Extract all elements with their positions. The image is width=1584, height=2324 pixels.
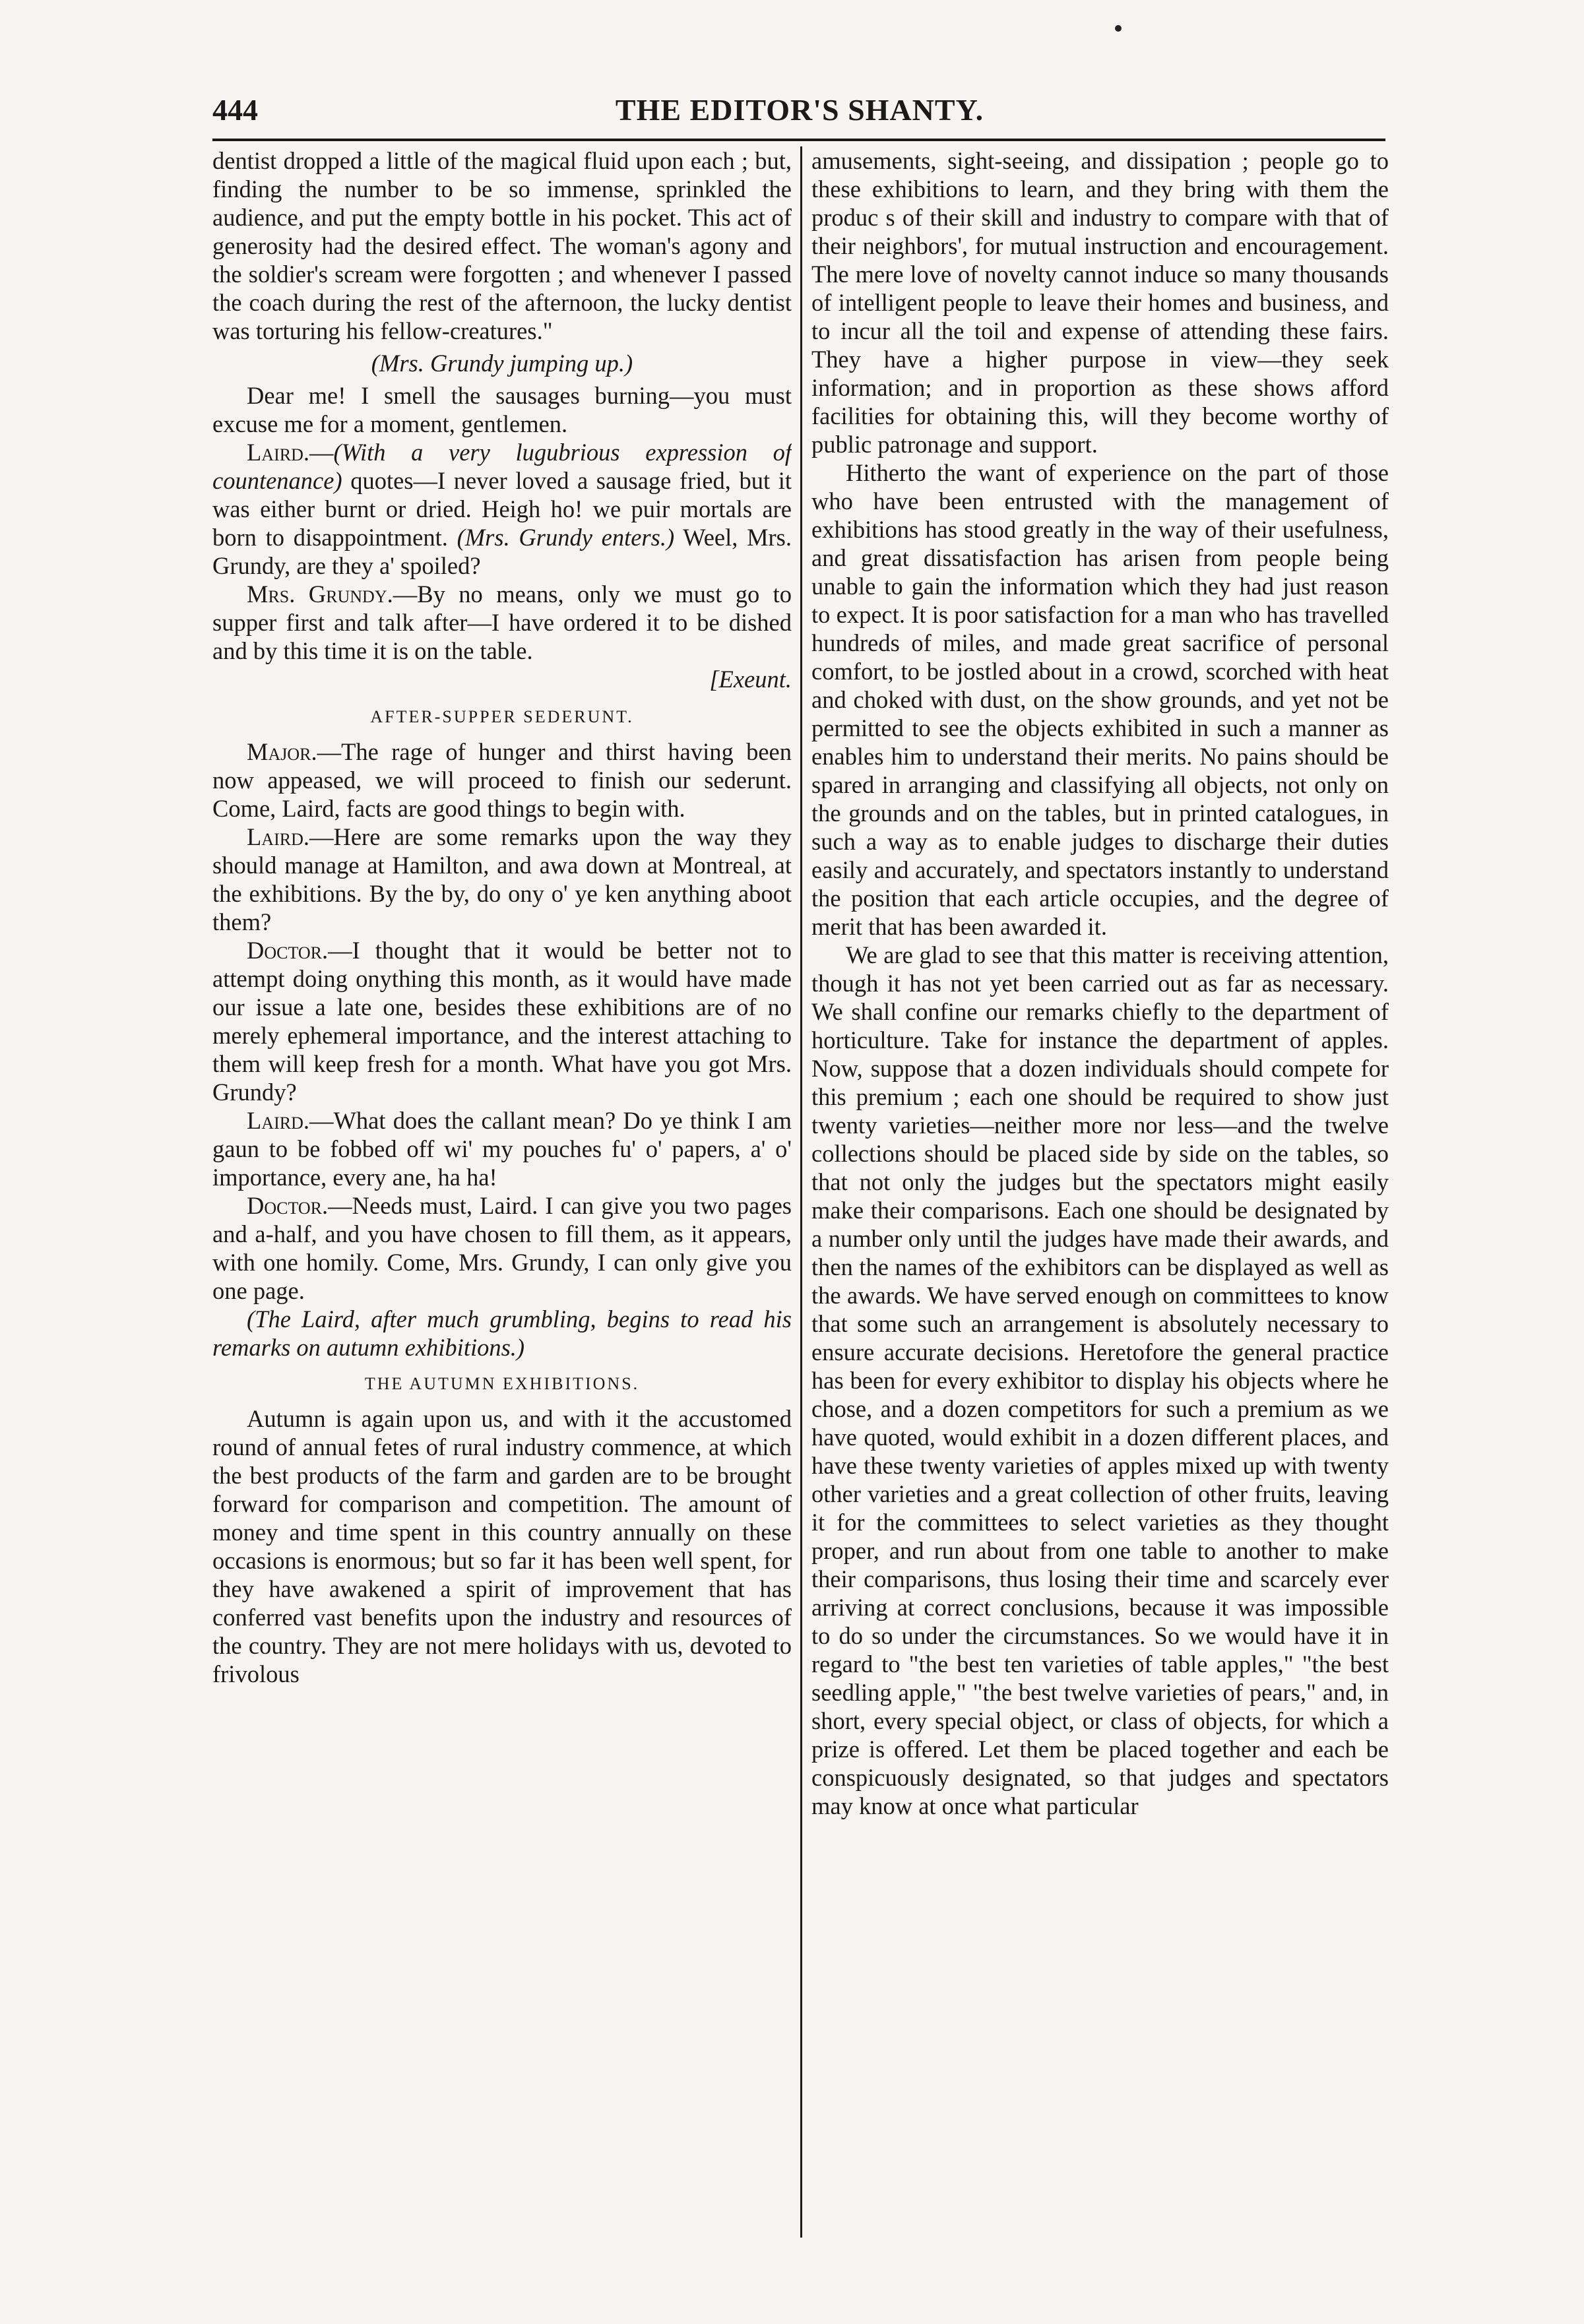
dialogue-text: Weel, Mrs. Grundy, are they a' spoiled? bbox=[212, 524, 792, 579]
section-heading: AFTER-SUPPER SEDERUNT. bbox=[370, 707, 634, 726]
paragraph: Autumn is again upon us, and with it the accustomed round of annual fetes of rural industry commence, at which the best products of the farm and garden are to be brought forward for comparison and competition. The amount of money and time spent in this country annually on these occasions is enormous; but so far it has been well spent, for they have awakened a spirit of improvement that has conferred vast benefits upon the industry and resources of the country. They are not mere holidays with us, devoted to frivolous bbox=[212, 1405, 792, 1687]
speaker-name: Laird. bbox=[247, 1107, 309, 1134]
speaker-name: Major. bbox=[247, 738, 317, 765]
paragraph: Hitherto the want of experience on the part of those who have been entrusted with the management of exhibitions has stood greatly in the way of their usefulness, and great dissatisfaction has arisen from people being unable to gain the information which they had just reason to expect. It is poor satisfaction for a man who has travelled hundreds of miles, and made great sacrifice of personal comfort, to be jostled about in a crowd, scorched with heat and choked with dust, on the show grounds, and yet not be permitted to see the objects exhibited in such a manner as enables him to understand their merits. No pains should be spared in arranging and classifying all objects, not only on the grounds and on the tables, but in printed catalogues, in such a way as to enable judges to discharge their duties easily and accurately, and spectators instantly to understand the position that each article occupies, and the degree of merit that has been awarded it. bbox=[811, 459, 1389, 940]
exeunt: [Exeunt. bbox=[709, 666, 792, 693]
dialogue-doctor bbox=[212, 1191, 792, 1305]
dialogue-text: —Needs must, Laird. I can give you two pages and a-half, and you have chosen to fill them, as it appears, with one homily. Come, Mrs. Grundy, I can only give you one page. bbox=[212, 1192, 792, 1304]
dialogue-doctor bbox=[212, 936, 792, 1106]
dialogue-laird bbox=[212, 823, 792, 936]
dialogue-mrs-grundy bbox=[212, 580, 792, 665]
speaker-name: Doctor. bbox=[247, 937, 329, 964]
paragraph: We are glad to see that this matter is receiving attention, though it has not yet been carried out as far as necessary. We shall confine our remarks chiefly to the department of horticulture. Take for instance the department of apples. Now, suppose that a dozen individuals should compete for this premium ; each one should be required to show just twenty varieties—neither more nor less—and the twelve collections should be placed side by side on the tables, so that not only the judges but the spectators might easily make their comparisons. Each one should be designated by a number only until the judges have made their awards, and then the names of the exhibitors can be displayed as well as the awards. We have served enough on committees to know that some such an arrangement is absolutely necessary to ensure accurate decisions. Heretofore the general practice has been for every exhibitor to display his objects where he chose, and a dozen competitors for such a premium as we have quoted, would exhibit in a dozen different places, and have these twenty varieties of apples mixed up with twenty other varieties and a great collection of other fruits, leaving it for the committees to select varieties as they thought proper, and run about from one table to another to make their comparisons, thus losing their time and scarcely ever arriving at correct conclusions, because it was impossible to do so under the circumstances. So we would have it in regard to "the best ten varieties of table apples," "the best seedling apple," "the best twelve varieties of pears," and, in short, every special object, or class of objects, for which a prize is offered. Let them be placed together and each be conspicuously designated, so that judges and spectators may know at once what particular bbox=[811, 941, 1389, 1819]
header-rule bbox=[212, 139, 1385, 141]
speaker-name: Doctor. bbox=[247, 1192, 329, 1219]
section-heading: THE AUTUMN EXHIBITIONS. bbox=[364, 1374, 640, 1393]
dialogue-text: —What does the callant mean? Do ye think I am gaun to be fobbed off wi' my pouches fu' o' papers, a' o' importance, every ane, ha ha! bbox=[212, 1107, 792, 1191]
dialogue-text: —Here are some remarks upon the way they should manage at Hamilton, and awa down at Montreal, at the exhibitions. By the by, do ony o' ye ken anything aboot them? bbox=[212, 823, 792, 935]
dialogue-text: —I thought that it would be better not to attempt doing onything this month, as it would have made our issue a late one, besides these exhibitions are of no merely ephemeral importance, and the interest attaching to them will keep fresh for a month. What have you got Mrs. Grundy? bbox=[212, 937, 792, 1106]
paragraph: amusements, sight-seeing, and dissipation ; people go to these exhibitions to learn, and they bring with them the produc s of their skill and industry to compare with that of their neighbors', for mutual instruction and encouragement. The mere love of novelty cannot induce so many thousands of intelligent people to leave their homes and business, and to incur all the toil and expense of attending these fairs. They have a higher purpose in view—they seek information; and in proportion as these shows afford facilities for obtaining this, will they become worthy of public patronage and support. bbox=[811, 147, 1389, 458]
speaker-name: Laird. bbox=[247, 823, 309, 850]
dialogue-text: quotes—I never loved a sausage fried, but it was either burnt or dried. Heigh ho! we puir mortals are born to disappointment. bbox=[212, 467, 792, 551]
dialogue-major bbox=[212, 738, 792, 823]
dialogue-text: —By no means, only we must go to supper first and talk after—I have ordered it to be dished and by this time it is on the table. bbox=[212, 581, 792, 664]
speaker-name: Laird. bbox=[247, 439, 309, 466]
ink-speck bbox=[1115, 25, 1122, 32]
dialogue-text: —The rage of hunger and thirst having been now appeased, we will proceed to finish our sederunt. Come, Laird, facts are good things to begin with. bbox=[212, 738, 792, 822]
column-divider bbox=[800, 146, 802, 2238]
dialogue-laird: Laird.—(With a very lugubrious expression of countenance) quotes—I never loved a sausage fried, but it was either burnt or dried. Heigh ho! we puir mortals are born to disappointment. (Mrs. Grundy enters.) Weel, Mrs. Grundy, are they a' spoiled? bbox=[212, 439, 792, 579]
dialogue-laird bbox=[212, 1106, 792, 1191]
stage-direction: (The Laird, after much grumbling, begins to read his remarks on autumn exhibitions.) bbox=[212, 1305, 792, 1361]
stage-direction: (Mrs. Grundy enters.) bbox=[457, 524, 675, 551]
page-number: 444 bbox=[212, 93, 258, 127]
paragraph: Dear me! I smell the sausages burning—you must excuse me for a moment, gentlemen. bbox=[212, 382, 792, 437]
speaker-name: Mrs. Grundy. bbox=[247, 581, 393, 608]
paragraph: dentist dropped a little of the magical fluid upon each ; but, finding the number to be so immense, sprinkled the audience, and put the empty bottle in his pocket. This act of generosity had the desired effect. The woman's agony and the soldier's scream were forgotten ; and whenever I passed the coach during the rest of the afternoon, the lucky dentist was torturing his fellow-creatures." bbox=[212, 147, 792, 344]
page-header bbox=[212, 92, 1387, 132]
stage-direction: (Mrs. Grundy jumping up.) bbox=[371, 350, 633, 377]
right-column bbox=[811, 146, 1389, 2244]
left-column bbox=[212, 146, 792, 2244]
stage-direction: (With a very lugubrious expression of countenance) bbox=[212, 439, 792, 494]
running-head: THE EDITOR'S SHANTY. bbox=[615, 93, 984, 127]
